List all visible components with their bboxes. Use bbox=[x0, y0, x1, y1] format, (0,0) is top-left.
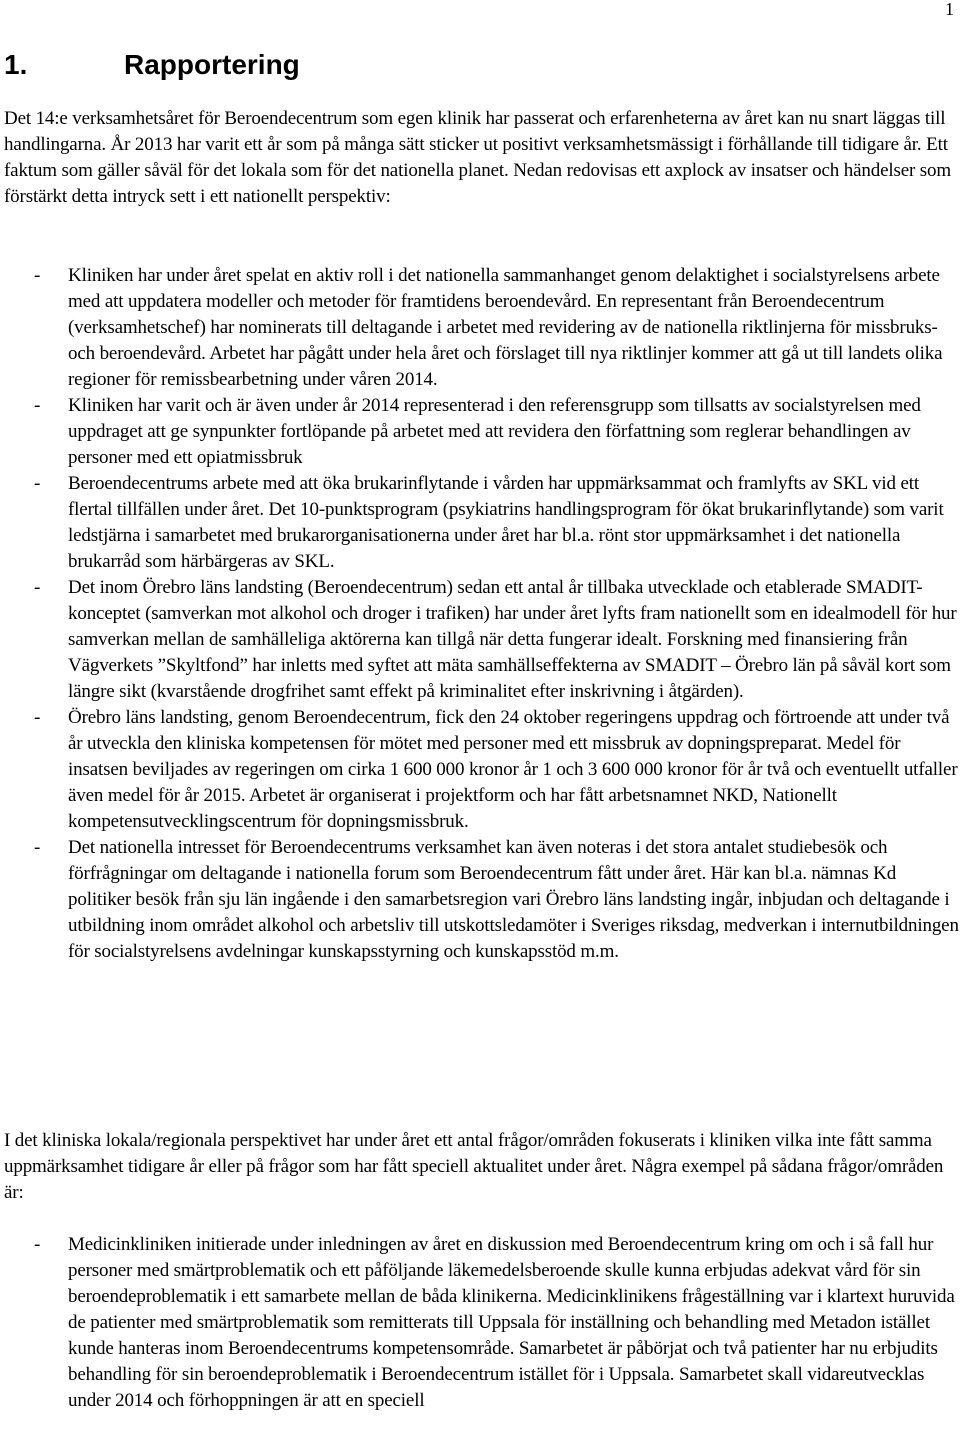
page-number: 1 bbox=[945, 0, 954, 19]
list-item-text: Kliniken har under året spelat en aktiv roll i det nationella sammanhanget genom delaktighet i socialstyrelsens arbete med att uppdatera modeller och metoder för framtidens beroendevård. En representant från Beroendecentrum (verksamhetschef) har nominerats till deltagande i arbetet med revidering av de nationella riktlinjerna för missbruks- och beroendevård. Arbetet har pågått under hela året och förslaget till nya riktlinjer kommer att gå ut till landets olika regioner för remissbearbetning under våren 2014. bbox=[68, 265, 943, 390]
list-item bbox=[0, 575, 960, 705]
list-item-text: Örebro läns landsting, genom Beroendecentrum, fick den 24 oktober regeringens uppdrag och förtroende att under två år utveckla den kliniska kompetensen för mötet med personer med ett missbruk av dopningspreparat. Medel för insatsen beviljades av regeringen om cirka 1 600 000 kronor år 1 och 3 600 000 kronor för år två och eventuellt utfaller även medel för år 2015. Arbetet är organiserat i projektform och har fått arbetsnamnet NKD, Nationellt kompetensutvecklingscentrum för dopningsmissbruk. bbox=[68, 707, 958, 832]
bullet-dash: - bbox=[34, 1234, 41, 1255]
section-number: 1. bbox=[4, 49, 28, 80]
list-item bbox=[0, 1232, 960, 1414]
list-item bbox=[0, 705, 960, 835]
bullet-dash: - bbox=[34, 395, 41, 416]
bullet-dash: - bbox=[34, 707, 41, 728]
bullet-dash: - bbox=[34, 265, 41, 286]
list-item bbox=[0, 263, 960, 393]
regional-intro-paragraph: I det kliniska lokala/regionala perspektivet har under året ett antal frågor/områden fokuserats i kliniken vilka inte fått samma uppmärksamhet tidigare år eller på frågor som har fått speciell aktualitet under året. Några exempel på sådana frågor/områden är: bbox=[4, 1130, 944, 1203]
list-item bbox=[0, 393, 960, 471]
list-item-text: Medicinkliniken initierade under inledningen av året en diskussion med Beroendecentrum kring om och i så fall hur personer med smärtproblematik och ett påföljande läkemedelsberoende skulle kunna erbjudas adekvat vård för sin beroendeproblematik i ett samarbete mellan de båda klinikerna. Medicinklinikens frågeställning var i klartext huruvida de patienter med smärtproblematik som remitterats till Uppsala för inställning och behandling med Metadon istället kunde hanteras inom Beroendecentrums kompetensområde. Samarbetet är påbörjat och två patienter har nu erbjudits behandling för sin beroendeproblematik i Beroendecentrum istället för i Uppsala. Samarbetet skall vidareutvecklas under 2014 och förhoppningen är att en speciell bbox=[68, 1234, 955, 1411]
section-title: Rapportering bbox=[124, 49, 300, 80]
bullet-dash: - bbox=[34, 837, 41, 858]
national-bullet-list bbox=[0, 263, 960, 965]
list-item bbox=[0, 471, 960, 575]
section-heading bbox=[4, 48, 300, 82]
list-item-text: Det inom Örebro läns landsting (Beroendecentrum) sedan ett antal år tillbaka utvecklade och etablerade SMADIT- konceptet (samverkan mot alkohol och droger i trafiken) har under året lyfts fram nationellt som en idealmodell för hur samverkan mellan de samhälleliga aktörerna kan tillgå när detta fungerar idealt. Forskning med finansiering från Vägverkets ”Skyltfond” har inletts med syftet att mäta samhällseffekterna av SMADIT – Örebro län på såväl kort som längre sikt (kvarstående drogfrihet samt effekt på kriminalitet efter inskrivning i åtgärden). bbox=[68, 577, 957, 702]
list-item-text: Det nationella intresset för Beroendecentrums verksamhet kan även noteras i det stora antalet studiebesök och förfrågningar om deltagande i nationella forum som Beroendecentrum fått under året. Här kan bl.a. nämnas Kd politiker besök från sju län ingående i den samarbetsregion vari Örebro läns landsting ingår, inbjudan och deltagande i utbildning inom området alkohol och arbetsliv till utskottsledamöter i Sveriges riksdag, medverkan i internutbildningen för socialstyrelsens avdelningar kunskapsstyrning och kunskapsstöd m.m. bbox=[68, 837, 959, 962]
intro-paragraph: Det 14:e verksamhetsåret för Beroendecentrum som egen klinik har passerat och erfarenheterna av året kan nu snart läggas till handlingarna. År 2013 har varit ett år som på många sätt sticker ut positivt verksamhetsmässigt i förhållande till tidigare år. Ett faktum som gäller såväl för det lokala som för det nationella planet. Nedan redovisas ett axplock av insatser och händelser som förstärkt detta intryck sett i ett nationellt perspektiv: bbox=[4, 108, 952, 207]
bullet-dash: - bbox=[34, 577, 41, 598]
bullet-dash: - bbox=[34, 473, 41, 494]
regional-bullet-list bbox=[0, 1232, 960, 1414]
list-item bbox=[0, 835, 960, 965]
list-item-text: Beroendecentrums arbete med att öka brukarinflytande i vården har uppmärksammat och framlyfts av SKL vid ett flertal tillfällen under året. Det 10-punktsprogram (psykiatrins handlingsprogram för ökat brukarinflytande) som varit ledstjärna i samarbetet med brukarorganisationerna under året har bl.a. rönt stor uppmärksamhet i det nationella brukarråd som härbärgeras av SKL. bbox=[68, 473, 944, 572]
list-item-text: Kliniken har varit och är även under år 2014 representerad i den referensgrupp som tillsatts av socialstyrelsen med uppdraget att ge synpunkter fortlöpande på arbetet med att revidera den författning som reglerar behandlingen av personer med ett opiatmissbruk bbox=[68, 395, 921, 468]
